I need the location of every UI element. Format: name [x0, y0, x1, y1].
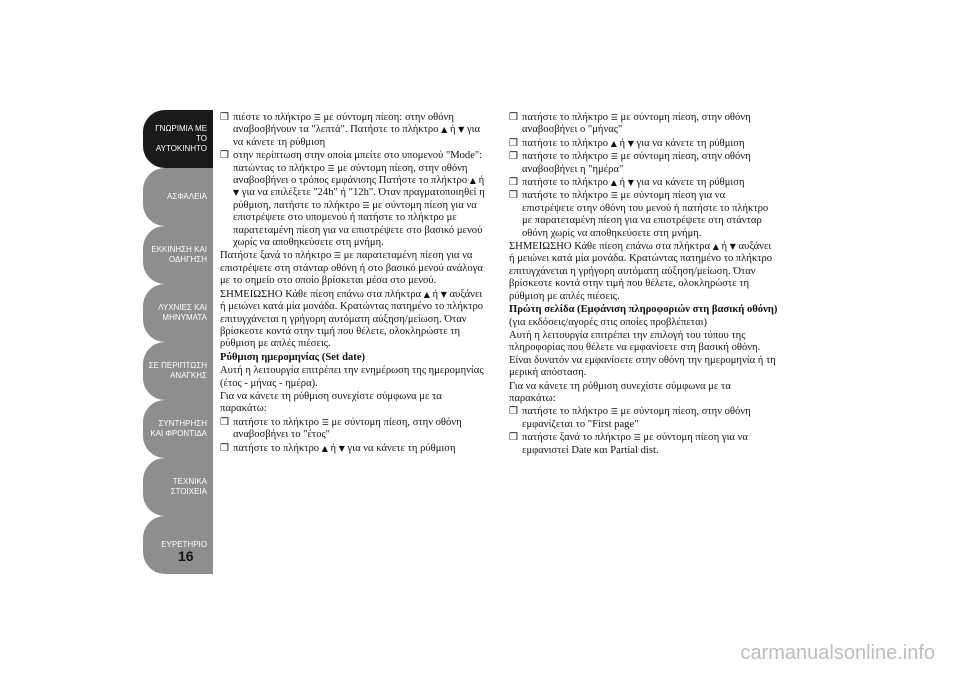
- up-button-icon: ▲: [469, 176, 476, 186]
- text-run: Αυτή η λειτουργία επιτρέπει την ενημέρωση της ημερομηνίας (έτος - μήνας - ημέρα).: [220, 365, 484, 389]
- text-column-right: [509, 112, 779, 458]
- tab-label: ΣΥΝΤΗΡΗΣΗ ΚΑΙ ΦΡΟΝΤΙΔΑ: [150, 419, 207, 438]
- text-run: ή: [447, 124, 459, 136]
- paragraph: [509, 381, 779, 406]
- paragraph: [220, 391, 490, 416]
- text-run: για να κάνετε τη ρύθμιση: [633, 137, 745, 149]
- paragraph: [509, 330, 779, 380]
- bullet-item: [220, 443, 490, 455]
- watermark: carmanualsonline.info: [740, 642, 935, 664]
- bullet-item: [509, 432, 779, 457]
- menu-button-icon: ☰: [362, 200, 370, 210]
- paragraph: [220, 250, 490, 287]
- text-run: ή: [327, 442, 339, 454]
- tab-maintenance[interactable]: [143, 400, 213, 458]
- text-run: (για εκδόσεις/αγορές στις οποίες προβλέπεται): [509, 316, 707, 328]
- menu-button-icon: ☰: [610, 191, 618, 201]
- text-run: πατήστε το πλήκτρο: [522, 406, 611, 418]
- tab-label: ΓΝΩΡΙΜΙΑ ΜΕ ΤΟ ΑΥΤΟΚΙΝΗΤΟ: [155, 124, 207, 153]
- menu-button-icon: ☰: [321, 417, 329, 427]
- text-run: πατήστε το πλήκτρο: [522, 112, 611, 123]
- menu-button-icon: ☰: [333, 251, 342, 261]
- text-run: Πατήστε ξανά το πλήκτρο: [220, 250, 334, 262]
- inline-heading: Πρώτη σελίδα (Εμφάνιση πληροφοριών στη βασική οθόνη): [509, 304, 778, 316]
- paragraph: [220, 365, 490, 390]
- text-run: ή: [475, 175, 485, 187]
- menu-button-icon: ☰: [610, 407, 618, 417]
- text-run: για να κάνετε τη ρύθμιση: [233, 124, 481, 148]
- tab-safety[interactable]: [143, 168, 213, 226]
- text-run: για να κάνετε τη ρύθμιση: [344, 442, 456, 454]
- tab-warning-lights[interactable]: [143, 284, 213, 342]
- text-run: αυξάνει ή μειώνει κατά μία μονάδα. Κρατώντας πατημένο το πλήκτρο επιτυγχάνεται η γρήγορη αυτόματη αύξηση/μείωση. Όταν βρίσκεστε κοντά στην τιμή που θέλετε, ολοκληρώστε τη ρύθμιση με απλές πιέσεις.: [509, 241, 773, 302]
- text-run: με σύντομη πίεση, στην οθόνη εμφανίζεται το "First page": [522, 406, 751, 430]
- menu-button-icon: ☰: [610, 152, 618, 162]
- up-button-icon: ▲: [610, 138, 617, 148]
- tab-label: ΕΥΡΕΤΗΡΙΟ: [161, 540, 207, 549]
- section-heading: [220, 352, 490, 364]
- tab-starting-driving[interactable]: [143, 226, 213, 284]
- up-button-icon: ▲: [321, 443, 328, 453]
- down-button-icon: ▼: [627, 138, 634, 148]
- text-run: πατήστε το πλήκτρο: [522, 137, 611, 149]
- bullet-item: [509, 151, 779, 176]
- bullet-item: [509, 177, 779, 189]
- page-number: 16: [178, 548, 194, 564]
- menu-button-icon: ☰: [633, 433, 641, 443]
- tab-label: ΤΕΧΝΙΚΑ ΣΤΟΙΧΕΙΑ: [170, 477, 207, 496]
- bullet-item: [220, 112, 490, 149]
- text-run: ή: [616, 137, 628, 149]
- text-run: ΣΗΜΕΙΩΣΗΟ Κάθε πίεση επάνω στα πλήκτρα: [220, 288, 424, 300]
- menu-button-icon: ☰: [327, 163, 335, 173]
- menu-button-icon: ☰: [610, 113, 618, 122]
- up-button-icon: ▲: [712, 242, 719, 252]
- text-run: με σύντομη πίεση: στην οθόνη αναβοσβήνουν τα "λεπτά". Πατήστε το πλήκτρο: [233, 112, 454, 136]
- text-run: ΣΗΜΕΙΩΣΗΟ Κάθε πίεση επάνω στα πλήκτρα: [509, 241, 713, 253]
- text-run: με σύντομη πίεση για να επιστρέψετε στο υπομενού ή πατήστε το πλήκτρο με παρατεταμένη πίεση για να επιστρέψετε στο βασικό μενού χωρίς να αποθηκεύσετε στη μνήμη.: [233, 199, 483, 249]
- text-run: με παρατεταμένη πίεση για να επιστρέψετε στη στάνταρ οθόνη ή στο βασικό μενού ανάλογα με το σημείο στο οποίο βρίσκεται μέσα στο μενού.: [220, 250, 483, 287]
- up-button-icon: ▲: [423, 289, 430, 299]
- text-run: αυξάνει ή μειώνει κατά μία μονάδα. Κρατώντας πατημένο το πλήκτρο επιτυγχάνεται η γρήγορη αυτόματη αύξηση/μείωση. Όταν βρίσκεστε κοντά στην τιμή που θέλετε, ολοκληρώστε τη ρύθμιση με απλές πιέσεις.: [220, 288, 484, 350]
- text-run: για να επιλέξετε "24h" ή "12h". Όταν πραγματοποιηθεί η ρύθμιση, πατήστε το πλήκτρο: [233, 187, 485, 211]
- tab-label: ΑΣΦΑΛΕΙΑ: [166, 192, 207, 201]
- bullet-item: [509, 406, 779, 431]
- tab-label: ΣΕ ΠΕΡΙΠΤΩΣΗ ΑΝΑΓΚΗΣ: [148, 361, 207, 380]
- tab-label: ΕΚΚΙΝΗΣΗ ΚΑΙ ΟΔΗΓΗΣΗ: [151, 245, 207, 264]
- text-run: πατήστε το πλήκτρο: [233, 416, 322, 428]
- down-button-icon: ▼: [458, 125, 465, 135]
- down-button-icon: ▼: [338, 443, 345, 453]
- text-run: για να κάνετε τη ρύθμιση: [633, 177, 745, 189]
- bullet-item: [509, 138, 779, 150]
- bullet-item: [220, 150, 490, 249]
- text-run: Για να κάνετε τη ρύθμιση συνεχίστε σύμφωνα με τα παρακάτω:: [220, 390, 442, 415]
- text-run: πατήστε το πλήκτρο: [522, 177, 611, 189]
- bullet-item: [509, 190, 779, 240]
- text-run: Αυτή η λειτουργία επιτρέπει την επιλογή του τύπου της πληροφορίας που θέλετε να εμφανίσετε στη βασική οθόνη. Είναι δυνατόν να εμφανίσετε στην οθόνη την ημερομηνία ή τη μερική απόσταση.: [509, 329, 776, 379]
- text-run: πατήστε το πλήκτρο: [522, 151, 611, 163]
- up-button-icon: ▲: [441, 125, 448, 135]
- text-run: με σύντομη πίεση, στην οθόνη αναβοσβήνει η "ημέρα": [522, 151, 751, 175]
- paragraph: [220, 289, 490, 351]
- text-run: Για να κάνετε τη ρύθμιση συνεχίστε σύμφωνα με τα παρακάτω:: [509, 380, 731, 404]
- bullet-item: [509, 112, 779, 137]
- down-button-icon: ▼: [440, 289, 447, 299]
- up-button-icon: ▲: [610, 178, 617, 188]
- tab-technical-specs[interactable]: [143, 458, 213, 516]
- text-column-left: [220, 112, 490, 456]
- down-button-icon: ▼: [729, 242, 736, 252]
- tab-index[interactable]: [143, 516, 213, 574]
- text-run: με σύντομη πίεση, στην οθόνη αναβοσβήνει το "έτος": [233, 416, 462, 441]
- text-run: πατήστε το πλήκτρο: [233, 442, 322, 454]
- paragraph: [509, 304, 779, 329]
- text-run: ή: [429, 288, 441, 300]
- menu-button-icon: ☰: [313, 113, 321, 122]
- text-run: Ρύθμιση ημερομηνίας (Set date): [220, 351, 366, 363]
- text-run: με σύντομη πίεση για να επιστρέψετε στην οθόνη του μενού ή πατήστε το πλήκτρο με παρατεταμένη πίεση για να επιστρέψετε στη στάνταρ οθόνη χωρίς να αποθηκεύσετε στη μνήμη.: [522, 190, 769, 239]
- text-run: με σύντομη πίεση, στην οθόνη αναβοσβήνει ο "μήνας": [522, 112, 751, 136]
- text-run: ή: [718, 241, 730, 253]
- bullet-item: [220, 417, 490, 442]
- text-run: ή: [616, 177, 628, 189]
- down-button-icon: ▼: [627, 178, 634, 188]
- tab-label: ΛΥΧΝΙΕΣ ΚΑΙ ΜΗΝΥΜΑΤΑ: [158, 303, 207, 322]
- paragraph: [509, 241, 779, 303]
- text-run: πιέστε το πλήκτρο: [233, 112, 314, 123]
- tab-intro[interactable]: [143, 110, 213, 168]
- down-button-icon: ▼: [233, 188, 240, 198]
- text-run: πατήστε το πλήκτρο: [522, 190, 611, 202]
- text-run: πατήστε ξανά το πλήκτρο: [522, 432, 634, 444]
- text-run: στην περίπτωση στην οποία μπείτε στο υπομενού "Mode": πατώντας το πλήκτρο: [233, 150, 483, 174]
- tab-emergency[interactable]: [143, 342, 213, 400]
- text-run: με σύντομη πίεση, στην οθόνη αναβοσβήνει ο τρόπος εμφάνισης Πατήστε το πλήκτρο: [233, 162, 470, 187]
- text-run: με σύντομη πίεση για να εμφανιστεί Date και Partial dist.: [522, 432, 748, 456]
